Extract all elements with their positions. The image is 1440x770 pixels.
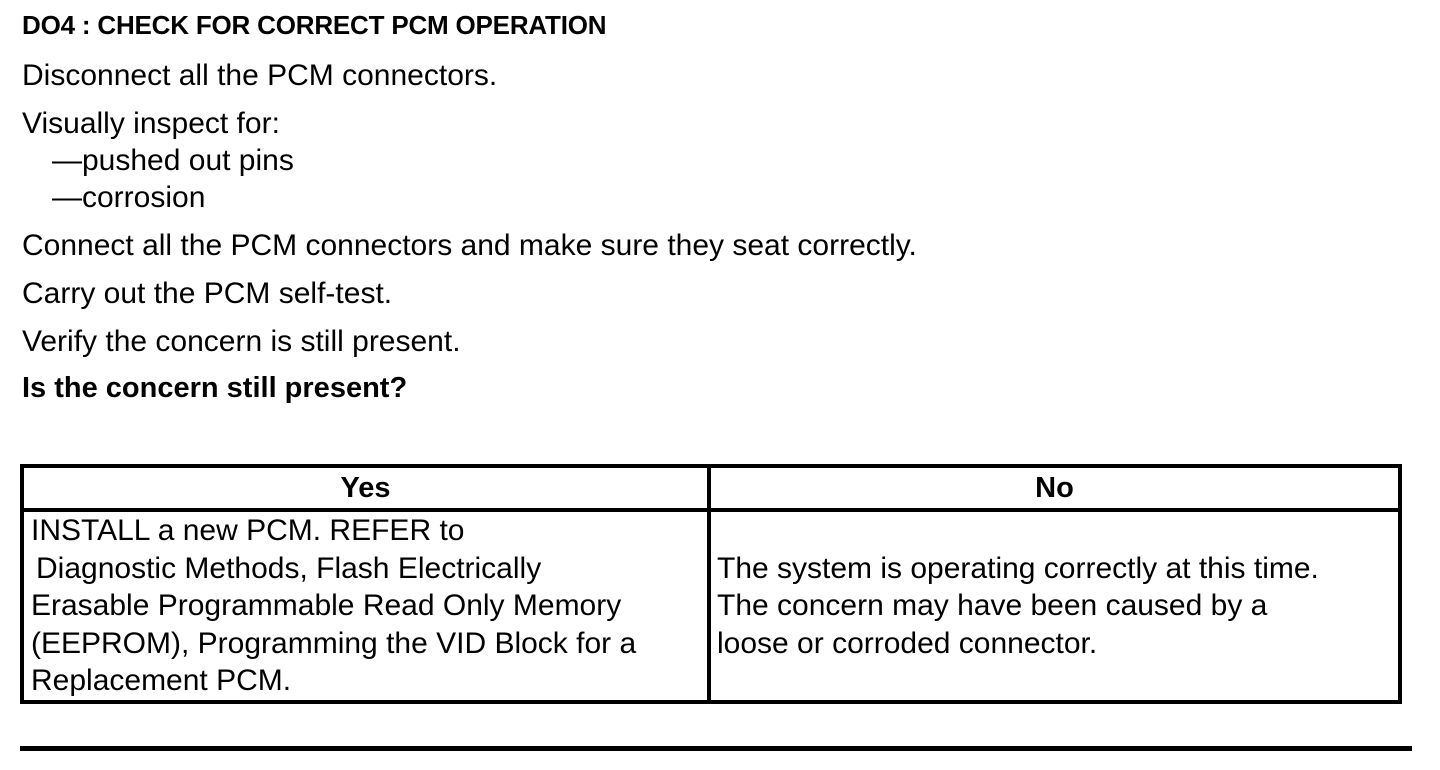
result-table [20,464,1402,704]
inspect-item-pushed-out-pins: —pushed out pins [52,144,294,177]
bottom-divider [20,746,1412,751]
step-disconnect: Disconnect all the PCM connectors. [22,59,498,92]
yes-action-cell [22,510,709,702]
inspect-item-corrosion: —corrosion [52,181,206,214]
no-text-line: The system is operating correctly at this time. [717,551,1319,585]
yes-text-line: Diagnostic Methods, Flash Electrically [36,551,542,585]
table-row [22,510,1400,702]
header-yes: Yes [22,466,709,510]
step-connect: Connect all the PCM connectors and make sure they seat correctly. [22,229,917,262]
question: Is the concern still present? [22,372,408,404]
step-inspect: Visually inspect for: [22,107,280,140]
no-action-cell [709,510,1400,702]
procedure-heading: DO4 : CHECK FOR CORRECT PCM OPERATION [22,10,607,40]
yes-text-line: Erasable Programmable Read Only Memory [31,589,622,622]
no-text-line: loose or corroded connector. [717,626,1098,660]
step-verify: Verify the concern is still present. [22,325,461,358]
yes-text-line: (EEPROM), Programming the VID Block for a [31,626,637,660]
header-no: No [709,466,1400,510]
table-header-row [22,466,1400,510]
yes-text-line: INSTALL a new PCM. REFER to [31,514,465,547]
no-text-line: The concern may have been caused by a [717,589,1268,622]
step-self-test: Carry out the PCM self-test. [22,277,393,310]
yes-text-line: Replacement PCM. [31,664,292,697]
